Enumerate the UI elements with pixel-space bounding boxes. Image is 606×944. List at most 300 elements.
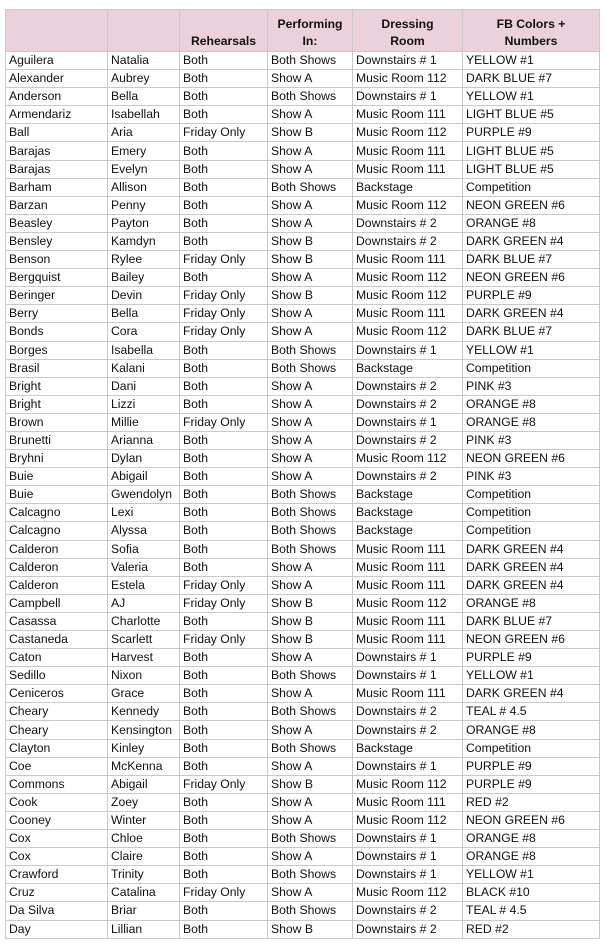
- fb-color-cell[interactable]: YELLOW #1: [463, 866, 600, 884]
- dressing-room-cell[interactable]: Music Room 111: [353, 631, 463, 649]
- rehearsals-cell[interactable]: Friday Only: [180, 323, 268, 341]
- header-performing-in[interactable]: [268, 10, 353, 52]
- rehearsals-cell[interactable]: Both: [180, 395, 268, 413]
- fb-color-cell[interactable]: ORANGE #8: [463, 721, 600, 739]
- dressing-room-cell[interactable]: Downstairs # 1: [353, 848, 463, 866]
- first-name-cell[interactable]: Natalia: [108, 52, 180, 70]
- dressing-room-cell[interactable]: Music Room 112: [353, 594, 463, 612]
- dressing-room-cell[interactable]: Downstairs # 2: [353, 377, 463, 395]
- header-rehearsals[interactable]: [180, 10, 268, 52]
- fb-color-cell[interactable]: BLACK #10: [463, 884, 600, 902]
- fb-color-cell[interactable]: ORANGE #8: [463, 848, 600, 866]
- last-name-cell[interactable]: Calderon: [6, 540, 108, 558]
- last-name-cell[interactable]: Calcagno: [6, 522, 108, 540]
- fb-color-cell[interactable]: DARK GREEN #4: [463, 540, 600, 558]
- last-name-cell[interactable]: Alexander: [6, 70, 108, 88]
- rehearsals-cell[interactable]: Both: [180, 721, 268, 739]
- rehearsals-cell[interactable]: Both: [180, 106, 268, 124]
- rehearsals-cell[interactable]: Friday Only: [180, 775, 268, 793]
- last-name-cell[interactable]: Calderon: [6, 558, 108, 576]
- dressing-room-cell[interactable]: Music Room 112: [353, 124, 463, 142]
- fb-color-cell[interactable]: PURPLE #9: [463, 775, 600, 793]
- last-name-cell[interactable]: Bonds: [6, 323, 108, 341]
- fb-color-cell[interactable]: NEON GREEN #6: [463, 811, 600, 829]
- dressing-room-cell[interactable]: Downstairs # 2: [353, 902, 463, 920]
- performing-cell[interactable]: Show B: [268, 920, 353, 938]
- rehearsals-cell[interactable]: Both: [180, 685, 268, 703]
- first-name-cell[interactable]: Devin: [108, 287, 180, 305]
- fb-color-cell[interactable]: YELLOW #1: [463, 88, 600, 106]
- performing-cell[interactable]: Show A: [268, 106, 353, 124]
- last-name-cell[interactable]: Buie: [6, 486, 108, 504]
- performing-cell[interactable]: Show A: [268, 793, 353, 811]
- rehearsals-cell[interactable]: Friday Only: [180, 287, 268, 305]
- rehearsals-cell[interactable]: Friday Only: [180, 305, 268, 323]
- dressing-room-cell[interactable]: Downstairs # 1: [353, 341, 463, 359]
- last-name-cell[interactable]: Cook: [6, 793, 108, 811]
- fb-color-cell[interactable]: YELLOW #1: [463, 52, 600, 70]
- performing-cell[interactable]: Show A: [268, 395, 353, 413]
- rehearsals-cell[interactable]: Both: [180, 377, 268, 395]
- dressing-room-cell[interactable]: Downstairs # 1: [353, 866, 463, 884]
- performing-cell[interactable]: Show A: [268, 70, 353, 88]
- first-name-cell[interactable]: Bailey: [108, 269, 180, 287]
- rehearsals-cell[interactable]: Both: [180, 359, 268, 377]
- rehearsals-cell[interactable]: Both: [180, 902, 268, 920]
- fb-color-cell[interactable]: Competition: [463, 739, 600, 757]
- rehearsals-cell[interactable]: Both: [180, 142, 268, 160]
- performing-cell[interactable]: Show A: [268, 431, 353, 449]
- dressing-room-cell[interactable]: Downstairs # 1: [353, 52, 463, 70]
- performing-cell[interactable]: Show B: [268, 251, 353, 269]
- dressing-room-cell[interactable]: Music Room 112: [353, 450, 463, 468]
- last-name-cell[interactable]: Barajas: [6, 142, 108, 160]
- fb-color-cell[interactable]: ORANGE #8: [463, 214, 600, 232]
- first-name-cell[interactable]: Claire: [108, 848, 180, 866]
- last-name-cell[interactable]: Coe: [6, 757, 108, 775]
- first-name-cell[interactable]: Harvest: [108, 649, 180, 667]
- last-name-cell[interactable]: Calcagno: [6, 504, 108, 522]
- rehearsals-cell[interactable]: Friday Only: [180, 594, 268, 612]
- first-name-cell[interactable]: Grace: [108, 685, 180, 703]
- header-first-name[interactable]: [108, 10, 180, 52]
- rehearsals-cell[interactable]: Both: [180, 757, 268, 775]
- last-name-cell[interactable]: Benson: [6, 251, 108, 269]
- first-name-cell[interactable]: Trinity: [108, 866, 180, 884]
- performing-cell[interactable]: Show A: [268, 305, 353, 323]
- first-name-cell[interactable]: Evelyn: [108, 160, 180, 178]
- rehearsals-cell[interactable]: Both: [180, 160, 268, 178]
- last-name-cell[interactable]: Cruz: [6, 884, 108, 902]
- first-name-cell[interactable]: Emery: [108, 142, 180, 160]
- dressing-room-cell[interactable]: Music Room 111: [353, 106, 463, 124]
- dressing-room-cell[interactable]: Downstairs # 1: [353, 413, 463, 431]
- performing-cell[interactable]: Show A: [268, 160, 353, 178]
- rehearsals-cell[interactable]: Both: [180, 522, 268, 540]
- fb-color-cell[interactable]: ORANGE #8: [463, 413, 600, 431]
- rehearsals-cell[interactable]: Both: [180, 830, 268, 848]
- first-name-cell[interactable]: Rylee: [108, 251, 180, 269]
- performing-cell[interactable]: Show A: [268, 450, 353, 468]
- dressing-room-cell[interactable]: Music Room 111: [353, 540, 463, 558]
- first-name-cell[interactable]: Aria: [108, 124, 180, 142]
- rehearsals-cell[interactable]: Both: [180, 486, 268, 504]
- fb-color-cell[interactable]: DARK GREEN #4: [463, 305, 600, 323]
- fb-color-cell[interactable]: DARK GREEN #4: [463, 576, 600, 594]
- performing-cell[interactable]: Show B: [268, 124, 353, 142]
- dressing-room-cell[interactable]: Music Room 111: [353, 685, 463, 703]
- rehearsals-cell[interactable]: Both: [180, 196, 268, 214]
- last-name-cell[interactable]: Calderon: [6, 576, 108, 594]
- fb-color-cell[interactable]: Competition: [463, 178, 600, 196]
- last-name-cell[interactable]: Borges: [6, 341, 108, 359]
- fb-color-cell[interactable]: PINK #3: [463, 377, 600, 395]
- last-name-cell[interactable]: Bensley: [6, 232, 108, 250]
- rehearsals-cell[interactable]: Friday Only: [180, 251, 268, 269]
- last-name-cell[interactable]: Armendariz: [6, 106, 108, 124]
- rehearsals-cell[interactable]: Both: [180, 214, 268, 232]
- last-name-cell[interactable]: Bryhni: [6, 450, 108, 468]
- dressing-room-cell[interactable]: Downstairs # 1: [353, 757, 463, 775]
- dressing-room-cell[interactable]: Music Room 112: [353, 269, 463, 287]
- first-name-cell[interactable]: Estela: [108, 576, 180, 594]
- performing-cell[interactable]: Show A: [268, 884, 353, 902]
- dressing-room-cell[interactable]: Music Room 111: [353, 142, 463, 160]
- fb-color-cell[interactable]: PURPLE #9: [463, 124, 600, 142]
- dressing-room-cell[interactable]: Downstairs # 2: [353, 703, 463, 721]
- last-name-cell[interactable]: Bright: [6, 377, 108, 395]
- performing-cell[interactable]: Show B: [268, 775, 353, 793]
- rehearsals-cell[interactable]: Both: [180, 88, 268, 106]
- performing-cell[interactable]: Show A: [268, 142, 353, 160]
- dressing-room-cell[interactable]: Music Room 112: [353, 775, 463, 793]
- fb-color-cell[interactable]: ORANGE #8: [463, 830, 600, 848]
- rehearsals-cell[interactable]: Both: [180, 811, 268, 829]
- header-last-name[interactable]: [6, 10, 108, 52]
- fb-color-cell[interactable]: TEAL # 4.5: [463, 703, 600, 721]
- first-name-cell[interactable]: Alyssa: [108, 522, 180, 540]
- performing-cell[interactable]: Show A: [268, 685, 353, 703]
- performing-cell[interactable]: Show A: [268, 576, 353, 594]
- last-name-cell[interactable]: Da Silva: [6, 902, 108, 920]
- performing-cell[interactable]: Both Shows: [268, 486, 353, 504]
- first-name-cell[interactable]: Kinley: [108, 739, 180, 757]
- dressing-room-cell[interactable]: Downstairs # 1: [353, 667, 463, 685]
- last-name-cell[interactable]: Barajas: [6, 160, 108, 178]
- performing-cell[interactable]: Show A: [268, 558, 353, 576]
- performing-cell[interactable]: Show A: [268, 811, 353, 829]
- dressing-room-cell[interactable]: Music Room 111: [353, 251, 463, 269]
- last-name-cell[interactable]: Crawford: [6, 866, 108, 884]
- first-name-cell[interactable]: Payton: [108, 214, 180, 232]
- performing-cell[interactable]: Show A: [268, 196, 353, 214]
- dressing-room-cell[interactable]: Downstairs # 2: [353, 395, 463, 413]
- performing-cell[interactable]: Show A: [268, 269, 353, 287]
- rehearsals-cell[interactable]: Both: [180, 739, 268, 757]
- performing-cell[interactable]: Show A: [268, 721, 353, 739]
- last-name-cell[interactable]: Ball: [6, 124, 108, 142]
- header-dressing-room[interactable]: [353, 10, 463, 52]
- last-name-cell[interactable]: Cheary: [6, 721, 108, 739]
- dressing-room-cell[interactable]: Downstairs # 1: [353, 649, 463, 667]
- rehearsals-cell[interactable]: Both: [180, 793, 268, 811]
- first-name-cell[interactable]: Abigail: [108, 775, 180, 793]
- performing-cell[interactable]: Both Shows: [268, 504, 353, 522]
- last-name-cell[interactable]: Berry: [6, 305, 108, 323]
- last-name-cell[interactable]: Brasil: [6, 359, 108, 377]
- last-name-cell[interactable]: Buie: [6, 468, 108, 486]
- rehearsals-cell[interactable]: Friday Only: [180, 413, 268, 431]
- rehearsals-cell[interactable]: Friday Only: [180, 124, 268, 142]
- fb-color-cell[interactable]: PINK #3: [463, 468, 600, 486]
- first-name-cell[interactable]: Kalani: [108, 359, 180, 377]
- dressing-room-cell[interactable]: Backstage: [353, 739, 463, 757]
- first-name-cell[interactable]: Lexi: [108, 504, 180, 522]
- last-name-cell[interactable]: Day: [6, 920, 108, 938]
- first-name-cell[interactable]: Abigail: [108, 468, 180, 486]
- dressing-room-cell[interactable]: Downstairs # 2: [353, 431, 463, 449]
- dressing-room-cell[interactable]: Downstairs # 2: [353, 232, 463, 250]
- first-name-cell[interactable]: Aubrey: [108, 70, 180, 88]
- last-name-cell[interactable]: Campbell: [6, 594, 108, 612]
- dressing-room-cell[interactable]: Downstairs # 2: [353, 920, 463, 938]
- dressing-room-cell[interactable]: Music Room 111: [353, 160, 463, 178]
- first-name-cell[interactable]: Catalina: [108, 884, 180, 902]
- dressing-room-cell[interactable]: Backstage: [353, 486, 463, 504]
- dressing-room-cell[interactable]: Music Room 112: [353, 287, 463, 305]
- dressing-room-cell[interactable]: Music Room 111: [353, 793, 463, 811]
- rehearsals-cell[interactable]: Both: [180, 504, 268, 522]
- fb-color-cell[interactable]: DARK GREEN #4: [463, 232, 600, 250]
- last-name-cell[interactable]: Casassa: [6, 612, 108, 630]
- first-name-cell[interactable]: Nixon: [108, 667, 180, 685]
- fb-color-cell[interactable]: RED #2: [463, 920, 600, 938]
- last-name-cell[interactable]: Cooney: [6, 811, 108, 829]
- performing-cell[interactable]: Both Shows: [268, 830, 353, 848]
- first-name-cell[interactable]: Briar: [108, 902, 180, 920]
- first-name-cell[interactable]: Charlotte: [108, 612, 180, 630]
- performing-cell[interactable]: Show B: [268, 594, 353, 612]
- dressing-room-cell[interactable]: Music Room 111: [353, 558, 463, 576]
- fb-color-cell[interactable]: NEON GREEN #6: [463, 196, 600, 214]
- dressing-room-cell[interactable]: Music Room 111: [353, 612, 463, 630]
- performing-cell[interactable]: Show A: [268, 214, 353, 232]
- performing-cell[interactable]: Both Shows: [268, 902, 353, 920]
- fb-color-cell[interactable]: LIGHT BLUE #5: [463, 160, 600, 178]
- fb-color-cell[interactable]: NEON GREEN #6: [463, 450, 600, 468]
- first-name-cell[interactable]: Bella: [108, 88, 180, 106]
- performing-cell[interactable]: Both Shows: [268, 88, 353, 106]
- rehearsals-cell[interactable]: Both: [180, 52, 268, 70]
- first-name-cell[interactable]: Bella: [108, 305, 180, 323]
- last-name-cell[interactable]: Cox: [6, 830, 108, 848]
- last-name-cell[interactable]: Ceniceros: [6, 685, 108, 703]
- rehearsals-cell[interactable]: Both: [180, 667, 268, 685]
- performing-cell[interactable]: Show B: [268, 631, 353, 649]
- first-name-cell[interactable]: Gwendolyn: [108, 486, 180, 504]
- dressing-room-cell[interactable]: Downstairs # 1: [353, 88, 463, 106]
- first-name-cell[interactable]: McKenna: [108, 757, 180, 775]
- fb-color-cell[interactable]: Competition: [463, 522, 600, 540]
- fb-color-cell[interactable]: LIGHT BLUE #5: [463, 142, 600, 160]
- rehearsals-cell[interactable]: Both: [180, 431, 268, 449]
- performing-cell[interactable]: Both Shows: [268, 341, 353, 359]
- first-name-cell[interactable]: Dani: [108, 377, 180, 395]
- last-name-cell[interactable]: Barzan: [6, 196, 108, 214]
- fb-color-cell[interactable]: TEAL # 4.5: [463, 902, 600, 920]
- first-name-cell[interactable]: Isabella: [108, 341, 180, 359]
- fb-color-cell[interactable]: PURPLE #9: [463, 649, 600, 667]
- fb-color-cell[interactable]: Competition: [463, 486, 600, 504]
- first-name-cell[interactable]: Zoey: [108, 793, 180, 811]
- header-fb-colors[interactable]: [463, 10, 600, 52]
- first-name-cell[interactable]: Kamdyn: [108, 232, 180, 250]
- rehearsals-cell[interactable]: Both: [180, 341, 268, 359]
- first-name-cell[interactable]: Dylan: [108, 450, 180, 468]
- performing-cell[interactable]: Both Shows: [268, 703, 353, 721]
- last-name-cell[interactable]: Cheary: [6, 703, 108, 721]
- dressing-room-cell[interactable]: Backstage: [353, 359, 463, 377]
- first-name-cell[interactable]: Scarlett: [108, 631, 180, 649]
- fb-color-cell[interactable]: DARK BLUE #7: [463, 612, 600, 630]
- last-name-cell[interactable]: Sedillo: [6, 667, 108, 685]
- performing-cell[interactable]: Both Shows: [268, 540, 353, 558]
- first-name-cell[interactable]: Lillian: [108, 920, 180, 938]
- dressing-room-cell[interactable]: Music Room 112: [353, 70, 463, 88]
- rehearsals-cell[interactable]: Both: [180, 70, 268, 88]
- first-name-cell[interactable]: Allison: [108, 178, 180, 196]
- fb-color-cell[interactable]: RED #2: [463, 793, 600, 811]
- fb-color-cell[interactable]: ORANGE #8: [463, 395, 600, 413]
- last-name-cell[interactable]: Bright: [6, 395, 108, 413]
- fb-color-cell[interactable]: NEON GREEN #6: [463, 631, 600, 649]
- fb-color-cell[interactable]: PURPLE #9: [463, 757, 600, 775]
- fb-color-cell[interactable]: PINK #3: [463, 431, 600, 449]
- fb-color-cell[interactable]: ORANGE #8: [463, 594, 600, 612]
- last-name-cell[interactable]: Brunetti: [6, 431, 108, 449]
- dressing-room-cell[interactable]: Music Room 112: [353, 196, 463, 214]
- first-name-cell[interactable]: Kensington: [108, 721, 180, 739]
- first-name-cell[interactable]: Cora: [108, 323, 180, 341]
- dressing-room-cell[interactable]: Downstairs # 2: [353, 721, 463, 739]
- performing-cell[interactable]: Both Shows: [268, 522, 353, 540]
- first-name-cell[interactable]: Kennedy: [108, 703, 180, 721]
- rehearsals-cell[interactable]: Both: [180, 866, 268, 884]
- fb-color-cell[interactable]: PURPLE #9: [463, 287, 600, 305]
- last-name-cell[interactable]: Beasley: [6, 214, 108, 232]
- performing-cell[interactable]: Both Shows: [268, 667, 353, 685]
- rehearsals-cell[interactable]: Both: [180, 232, 268, 250]
- dressing-room-cell[interactable]: Backstage: [353, 522, 463, 540]
- fb-color-cell[interactable]: DARK BLUE #7: [463, 323, 600, 341]
- dressing-room-cell[interactable]: Music Room 111: [353, 576, 463, 594]
- first-name-cell[interactable]: Lizzi: [108, 395, 180, 413]
- rehearsals-cell[interactable]: Both: [180, 178, 268, 196]
- dressing-room-cell[interactable]: Downstairs # 2: [353, 214, 463, 232]
- first-name-cell[interactable]: Chloe: [108, 830, 180, 848]
- performing-cell[interactable]: Show A: [268, 649, 353, 667]
- first-name-cell[interactable]: Sofia: [108, 540, 180, 558]
- dressing-room-cell[interactable]: Music Room 112: [353, 323, 463, 341]
- performing-cell[interactable]: Show A: [268, 377, 353, 395]
- first-name-cell[interactable]: Penny: [108, 196, 180, 214]
- rehearsals-cell[interactable]: Both: [180, 540, 268, 558]
- dressing-room-cell[interactable]: Music Room 112: [353, 884, 463, 902]
- fb-color-cell[interactable]: Competition: [463, 359, 600, 377]
- rehearsals-cell[interactable]: Friday Only: [180, 884, 268, 902]
- performing-cell[interactable]: Both Shows: [268, 359, 353, 377]
- performing-cell[interactable]: Show A: [268, 323, 353, 341]
- first-name-cell[interactable]: Valeria: [108, 558, 180, 576]
- first-name-cell[interactable]: Winter: [108, 811, 180, 829]
- rehearsals-cell[interactable]: Both: [180, 920, 268, 938]
- performing-cell[interactable]: Show B: [268, 287, 353, 305]
- fb-color-cell[interactable]: DARK BLUE #7: [463, 70, 600, 88]
- first-name-cell[interactable]: Isabellah: [108, 106, 180, 124]
- dressing-room-cell[interactable]: Downstairs # 2: [353, 468, 463, 486]
- fb-color-cell[interactable]: DARK GREEN #4: [463, 685, 600, 703]
- performing-cell[interactable]: Show B: [268, 232, 353, 250]
- rehearsals-cell[interactable]: Both: [180, 558, 268, 576]
- last-name-cell[interactable]: Cox: [6, 848, 108, 866]
- fb-color-cell[interactable]: Competition: [463, 504, 600, 522]
- last-name-cell[interactable]: Caton: [6, 649, 108, 667]
- rehearsals-cell[interactable]: Both: [180, 649, 268, 667]
- dressing-room-cell[interactable]: Music Room 112: [353, 811, 463, 829]
- fb-color-cell[interactable]: NEON GREEN #6: [463, 269, 600, 287]
- last-name-cell[interactable]: Castaneda: [6, 631, 108, 649]
- performing-cell[interactable]: Both Shows: [268, 52, 353, 70]
- performing-cell[interactable]: Both Shows: [268, 178, 353, 196]
- first-name-cell[interactable]: AJ: [108, 594, 180, 612]
- dressing-room-cell[interactable]: Backstage: [353, 504, 463, 522]
- first-name-cell[interactable]: Millie: [108, 413, 180, 431]
- rehearsals-cell[interactable]: Both: [180, 612, 268, 630]
- fb-color-cell[interactable]: YELLOW #1: [463, 667, 600, 685]
- first-name-cell[interactable]: Arianna: [108, 431, 180, 449]
- rehearsals-cell[interactable]: Both: [180, 269, 268, 287]
- performing-cell[interactable]: Show A: [268, 468, 353, 486]
- performing-cell[interactable]: Both Shows: [268, 866, 353, 884]
- fb-color-cell[interactable]: LIGHT BLUE #5: [463, 106, 600, 124]
- rehearsals-cell[interactable]: Both: [180, 848, 268, 866]
- rehearsals-cell[interactable]: Friday Only: [180, 576, 268, 594]
- last-name-cell[interactable]: Anderson: [6, 88, 108, 106]
- last-name-cell[interactable]: Aguilera: [6, 52, 108, 70]
- last-name-cell[interactable]: Barham: [6, 178, 108, 196]
- performing-cell[interactable]: Show A: [268, 848, 353, 866]
- performing-cell[interactable]: Show A: [268, 757, 353, 775]
- dressing-room-cell[interactable]: Backstage: [353, 178, 463, 196]
- performing-cell[interactable]: Show B: [268, 612, 353, 630]
- last-name-cell[interactable]: Commons: [6, 775, 108, 793]
- last-name-cell[interactable]: Clayton: [6, 739, 108, 757]
- last-name-cell[interactable]: Bergquist: [6, 269, 108, 287]
- last-name-cell[interactable]: Beringer: [6, 287, 108, 305]
- rehearsals-cell[interactable]: Friday Only: [180, 631, 268, 649]
- dressing-room-cell[interactable]: Music Room 111: [353, 305, 463, 323]
- performing-cell[interactable]: Both Shows: [268, 739, 353, 757]
- fb-color-cell[interactable]: DARK BLUE #7: [463, 251, 600, 269]
- rehearsals-cell[interactable]: Both: [180, 703, 268, 721]
- fb-color-cell[interactable]: DARK GREEN #4: [463, 558, 600, 576]
- performing-cell[interactable]: Show A: [268, 413, 353, 431]
- dressing-room-cell[interactable]: Downstairs # 1: [353, 830, 463, 848]
- fb-color-cell[interactable]: YELLOW #1: [463, 341, 600, 359]
- rehearsals-cell[interactable]: Both: [180, 450, 268, 468]
- rehearsals-cell[interactable]: Both: [180, 468, 268, 486]
- last-name-cell[interactable]: Brown: [6, 413, 108, 431]
